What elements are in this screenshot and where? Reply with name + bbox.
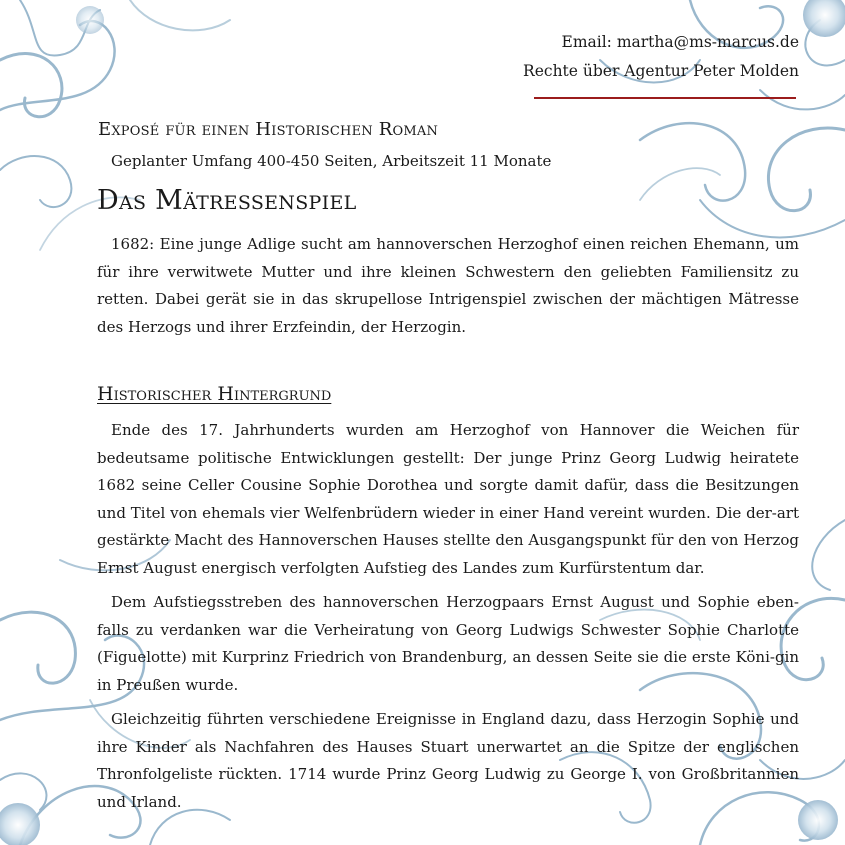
contact-block <box>523 28 799 86</box>
body-paragraph: Gleichzeitig führten verschiedene Ereignisse in England dazu, dass Herzogin Sophie und ihre Kinder als Nachfahren des Hauses Stuart unerwartet an die Spitze der englischen Thronfolgeliste rückten. 1714 wurde Prinz Georg Ludwig zu George I. von Großbritannien und Irland. <box>97 710 799 811</box>
page-title: Das Mätressenspiel <box>97 185 357 216</box>
header-divider <box>534 97 796 99</box>
contact-email[interactable]: Email: martha@ms-marcus.de <box>561 33 799 51</box>
section-heading: Historischer Hintergrund <box>97 383 332 405</box>
intro-paragraph: 1682: Eine junge Adlige sucht am hannoverschen Herzoghof einen reichen Ehemann, um für ihre verwitwete Mutter und ihre kleinen Schwestern den geliebten Familiensitz zu retten. Dabei gerät sie in das skrupellose Intrigenspiel zwischen der mächtigen Mätresse des Herzogs und ihrer Erzfeindin, der Herzogin. <box>97 235 799 336</box>
body-paragraph: Dem Aufstiegsstreben des hannoverschen Herzogpaars Ernst August und Sophie eben-falls zu verdanken war die Verheiratung von Georg Ludwigs Schwester Sophie Charlotte (Figuelotte) mit Kurprinz Friedrich von Brandenburg, an dessen Seite sie die erste Köni-gin in Preußen wurde. <box>97 593 799 694</box>
body-paragraph: Ende des 17. Jahrhunderts wurden am Herzoghof von Hannover die Weichen für bedeutsame politische Entwicklungen gestellt: Der junge Prinz Georg Ludwig heiratete 1682 seine Celler Cousine Sophie Dorothea und sorgte damit dafür, dass die Besitzungen und Titel von ehemals vier Welfenbrüdern wieder in einer Hand vereint wurden. Die der-art gestärkte Macht des Hannoverschen Hauses stellte den Ausgangspunkt für den von Herzog Ernst August energisch verfolgten Aufstieg des Landes zum Kurfürstentum dar. <box>97 421 799 577</box>
scope-line: Geplanter Umfang 400-450 Seiten, Arbeitszeit 11 Monate <box>111 152 552 170</box>
document-kicker: Exposé für einen Historischen Roman <box>98 119 439 140</box>
contact-rights: Rechte über Agentur Peter Molden <box>523 62 799 80</box>
